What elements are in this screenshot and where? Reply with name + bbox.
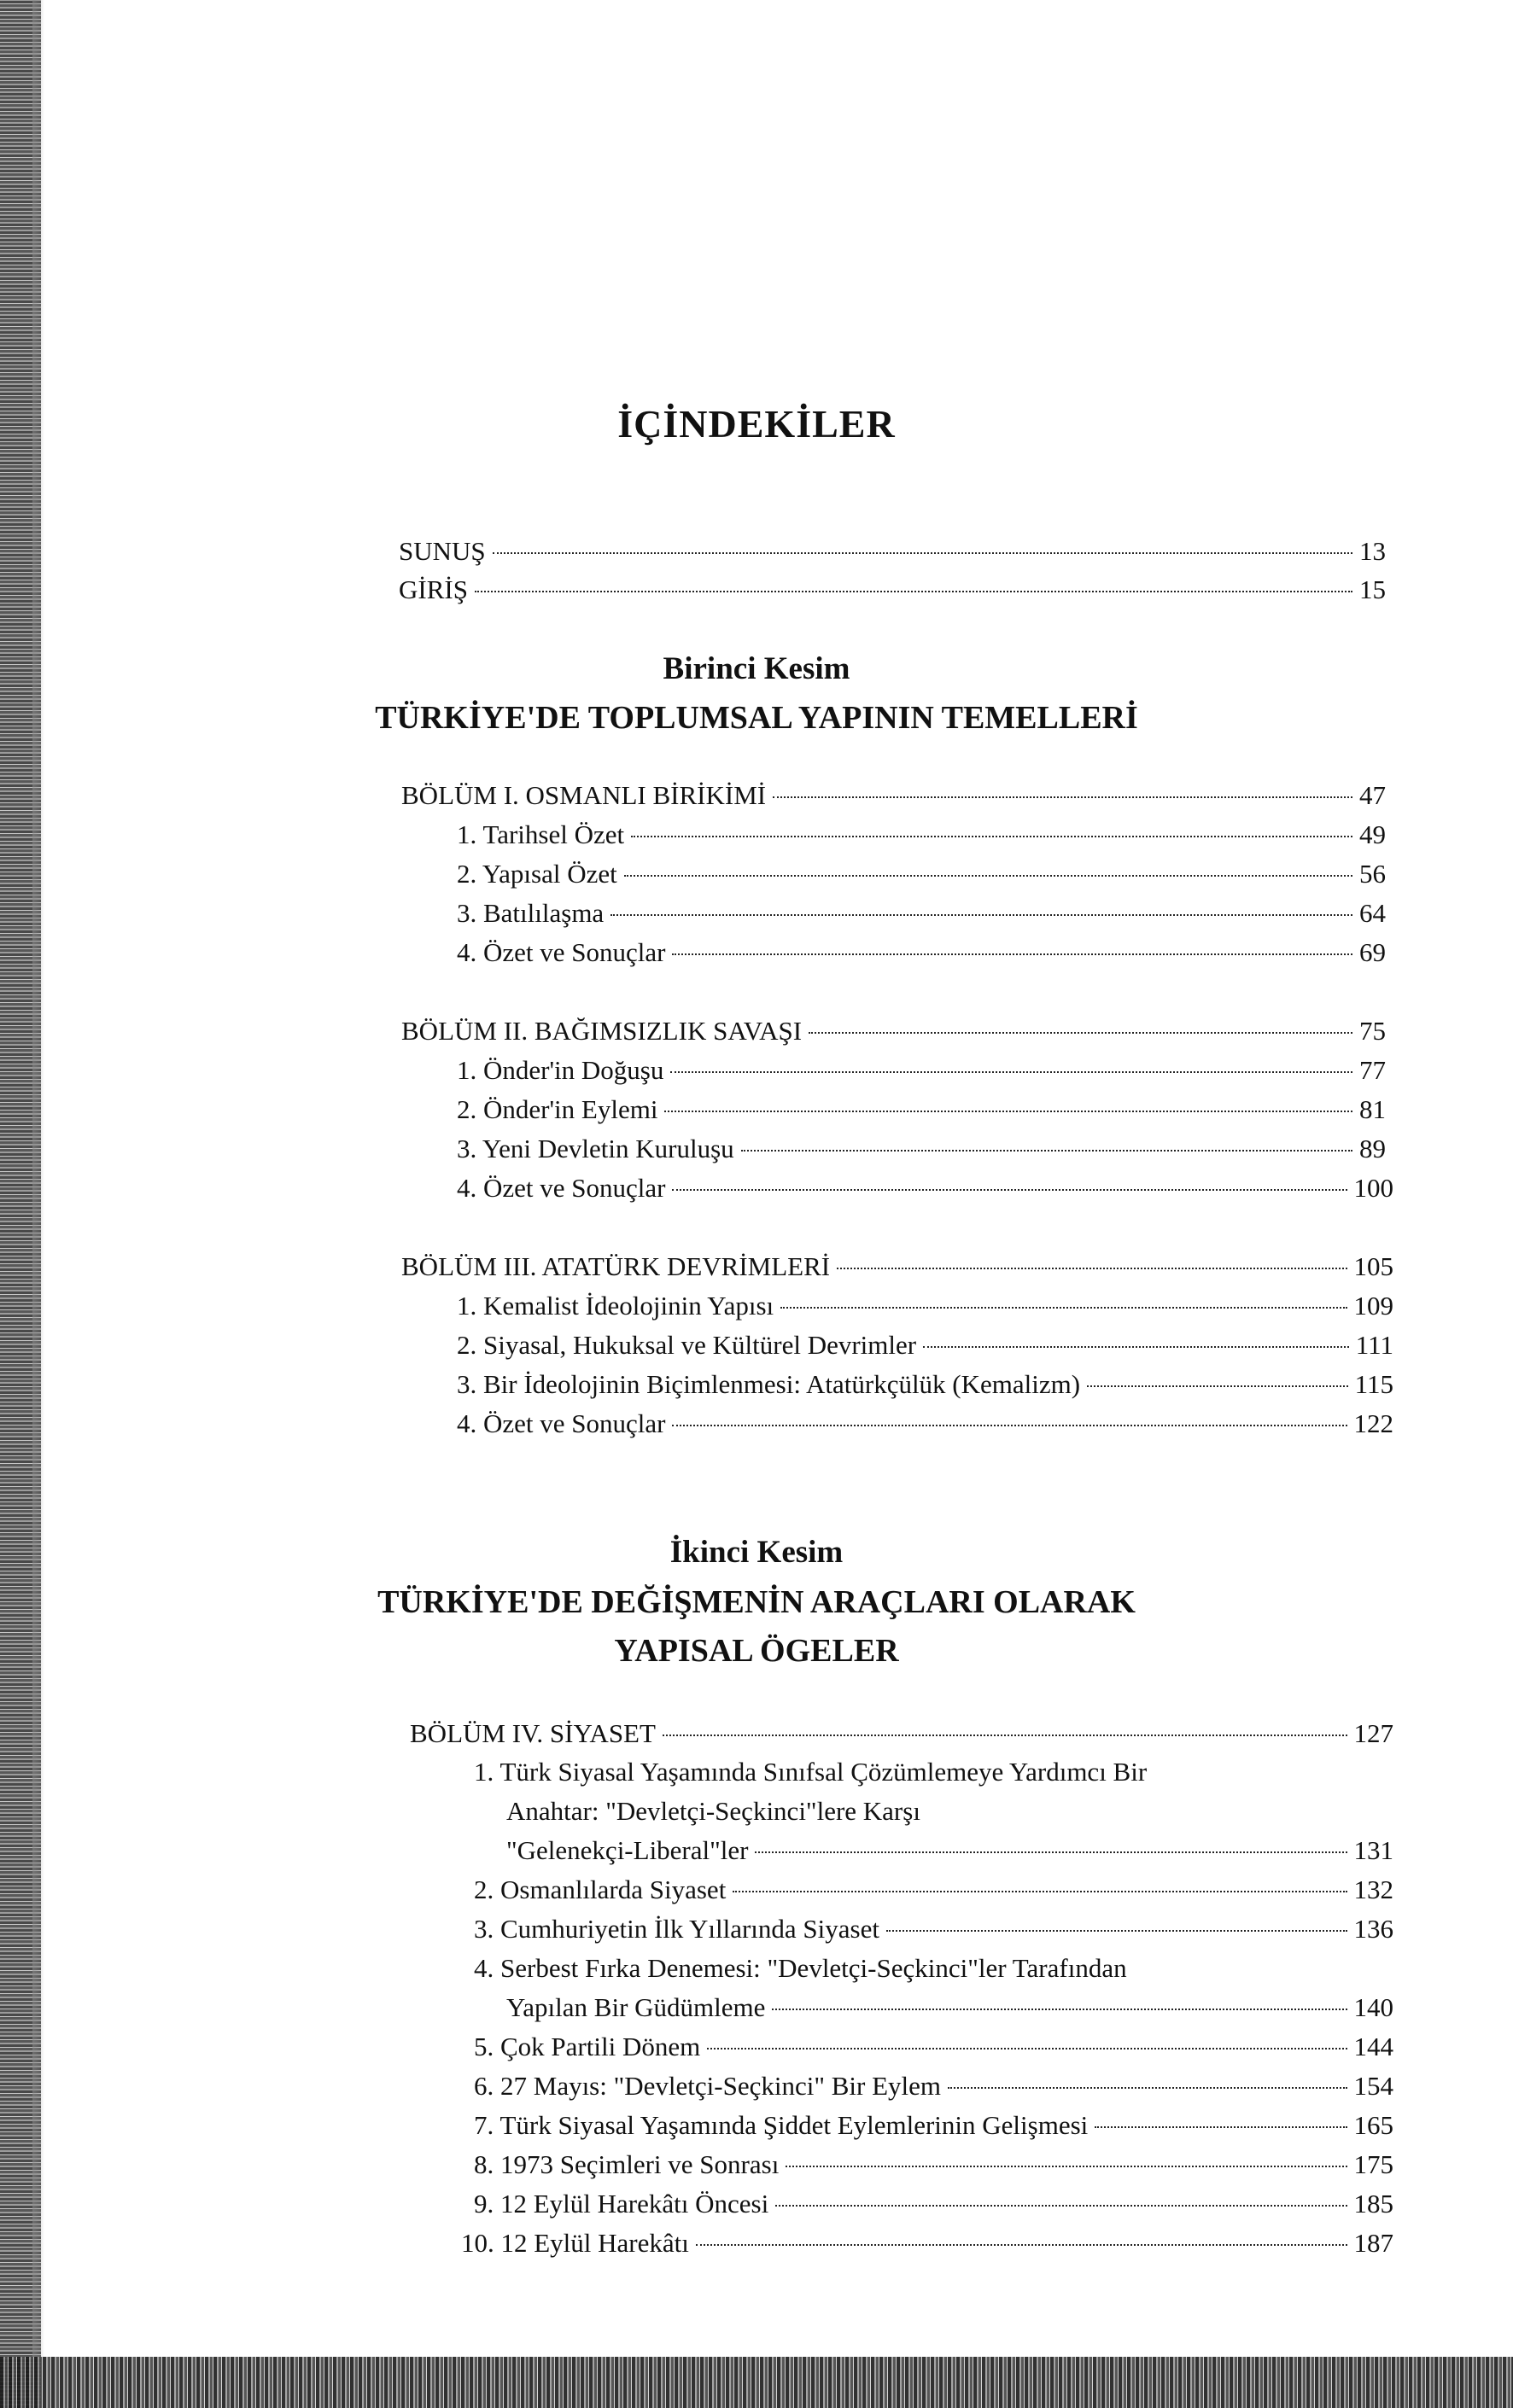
toc-entry[interactable] bbox=[457, 1173, 1393, 1204]
toc-label: 1973 Seçimleri ve Sonrası bbox=[500, 2149, 780, 2179]
scan-shadow-left bbox=[0, 0, 41, 2408]
toc-page: 64 bbox=[1359, 898, 1386, 928]
toc-page: 154 bbox=[1353, 2071, 1393, 2101]
toc-num: 1. bbox=[457, 1291, 477, 1321]
toc-label: Kemalist İdeolojinin Yapısı bbox=[483, 1291, 774, 1321]
toc-entry-line bbox=[506, 1796, 920, 1827]
toc-entry-sunus[interactable] bbox=[399, 536, 1393, 567]
toc-num: 2. bbox=[457, 1330, 477, 1360]
toc-num: 3. bbox=[457, 1369, 477, 1399]
dot-leader bbox=[707, 2048, 1347, 2049]
toc-entry[interactable] bbox=[457, 937, 1393, 968]
dot-leader bbox=[475, 591, 1352, 592]
toc-entry[interactable] bbox=[474, 2149, 1393, 2180]
toc-label: Önder'in Doğuşu bbox=[483, 1055, 664, 1085]
toc-label-cont: "Gelenekçi-Liberal"ler bbox=[506, 1835, 749, 1865]
toc-page: 127 bbox=[1353, 1718, 1393, 1748]
toc-page: 165 bbox=[1353, 2110, 1393, 2140]
toc-num: 1. bbox=[457, 819, 477, 849]
toc-num: 5. bbox=[474, 2032, 494, 2061]
dot-leader bbox=[886, 1930, 1347, 1932]
page-title: İÇİNDEKİLER bbox=[617, 402, 896, 446]
dot-leader bbox=[741, 1150, 1352, 1152]
toc-num: 9. bbox=[474, 2189, 494, 2219]
dot-leader bbox=[809, 1032, 1352, 1034]
toc-label: Batılılaşma bbox=[483, 898, 605, 928]
toc-label-cont: Anahtar: "Devletçi-Seçkinci"lere Karşı bbox=[506, 1796, 920, 1826]
toc-num: 10. bbox=[461, 2228, 494, 2258]
toc-label: Tarihsel Özet bbox=[482, 819, 625, 849]
toc-label: BÖLÜM II. BAĞIMSIZLIK SAVAŞI bbox=[401, 1016, 803, 1046]
dot-leader bbox=[670, 1071, 1352, 1073]
dot-leader bbox=[663, 1735, 1347, 1736]
toc-num: 1. bbox=[474, 1757, 494, 1787]
chapter-heading[interactable] bbox=[401, 1016, 1393, 1047]
dot-leader bbox=[772, 2009, 1347, 2010]
toc-page: 131 bbox=[1353, 1835, 1393, 1865]
dot-leader bbox=[923, 1346, 1349, 1348]
dot-leader bbox=[664, 1111, 1352, 1112]
dot-leader bbox=[755, 1851, 1347, 1853]
dot-leader bbox=[672, 1189, 1347, 1191]
toc-page: 81 bbox=[1359, 1094, 1386, 1124]
toc-num: 2. bbox=[457, 859, 477, 889]
toc-page: 136 bbox=[1353, 1914, 1393, 1944]
toc-page: 187 bbox=[1353, 2228, 1393, 2258]
toc-page: 111 bbox=[1355, 1330, 1393, 1360]
toc-label: GİRİŞ bbox=[399, 574, 468, 604]
toc-entry[interactable] bbox=[474, 2071, 1393, 2102]
toc-num: 2. bbox=[474, 1875, 494, 1904]
dot-leader bbox=[624, 875, 1352, 877]
toc-page: 13 bbox=[1359, 536, 1386, 566]
chapter-heading[interactable] bbox=[410, 1718, 1393, 1749]
toc-label: Çok Partili Dönem bbox=[500, 2032, 701, 2061]
dot-leader bbox=[1087, 1385, 1348, 1387]
toc-page: 185 bbox=[1353, 2189, 1393, 2219]
part-title: TÜRKİYE'DE DEĞİŞMENİN ARAÇLARI OLARAK bbox=[377, 1584, 1136, 1620]
toc-entry-giris[interactable] bbox=[399, 574, 1393, 605]
toc-label: 12 Eylül Harekâtı Öncesi bbox=[500, 2189, 769, 2219]
toc-label: Türk Siyasal Yaşamında Sınıfsal Çözümlemeye Yardımcı Bir bbox=[499, 1757, 1148, 1787]
toc-page: 105 bbox=[1353, 1251, 1393, 1281]
toc-num: 4. bbox=[457, 937, 477, 967]
dot-leader bbox=[672, 953, 1352, 955]
toc-entry[interactable] bbox=[457, 1094, 1393, 1125]
toc-entry[interactable] bbox=[461, 2228, 1393, 2259]
toc-page: 69 bbox=[1359, 937, 1386, 967]
toc-entry[interactable] bbox=[474, 2110, 1393, 2141]
toc-label: Özet ve Sonuçlar bbox=[483, 1408, 666, 1438]
toc-entry[interactable] bbox=[457, 1330, 1393, 1361]
dot-leader bbox=[631, 836, 1352, 837]
chapter-heading[interactable] bbox=[401, 780, 1393, 811]
toc-entry[interactable] bbox=[457, 1055, 1393, 1086]
toc-page: 15 bbox=[1359, 574, 1386, 604]
dot-leader bbox=[1095, 2126, 1347, 2128]
toc-num: 8. bbox=[474, 2149, 494, 2179]
toc-entry[interactable] bbox=[474, 1875, 1393, 1905]
dot-leader bbox=[948, 2087, 1347, 2089]
toc-label: BÖLÜM I. OSMANLI BİRİKİMİ bbox=[401, 780, 767, 810]
toc-page: 115 bbox=[1354, 1369, 1393, 1399]
toc-entry-line[interactable] bbox=[474, 1757, 1147, 1787]
toc-entry[interactable] bbox=[457, 1369, 1393, 1400]
toc-num: 6. bbox=[474, 2071, 494, 2101]
dot-leader bbox=[733, 1891, 1347, 1892]
dot-leader bbox=[493, 552, 1352, 554]
dot-leader bbox=[837, 1268, 1347, 1269]
toc-label: Yeni Devletin Kuruluşu bbox=[482, 1134, 734, 1163]
toc-page: 77 bbox=[1359, 1055, 1386, 1085]
toc-page: 75 bbox=[1359, 1016, 1386, 1046]
toc-entry[interactable] bbox=[474, 2189, 1393, 2219]
toc-num: 3. bbox=[457, 898, 477, 928]
dot-leader bbox=[780, 1307, 1347, 1309]
toc-num: 1. bbox=[457, 1055, 477, 1085]
dot-leader bbox=[696, 2244, 1347, 2246]
toc-page: 144 bbox=[1353, 2032, 1393, 2061]
toc-label: Türk Siyasal Yaşamında Şiddet Eylemlerinin Gelişmesi bbox=[499, 2110, 1089, 2140]
toc-label: Önder'in Eylemi bbox=[483, 1094, 658, 1124]
toc-entry[interactable] bbox=[457, 1291, 1393, 1321]
toc-label: SUNUŞ bbox=[399, 536, 486, 566]
toc-entry-line[interactable] bbox=[474, 1953, 1127, 1984]
toc-page: 109 bbox=[1353, 1291, 1393, 1321]
part-title-line2: YAPISAL ÖGELER bbox=[614, 1633, 899, 1669]
toc-entry[interactable] bbox=[457, 819, 1393, 850]
toc-label: Osmanlılarda Siyaset bbox=[500, 1875, 727, 1904]
toc-label-cont: Yapılan Bir Güdümleme bbox=[506, 1992, 766, 2022]
toc-page: 49 bbox=[1359, 819, 1386, 849]
toc-page: 175 bbox=[1353, 2149, 1393, 2179]
toc-entry[interactable] bbox=[457, 898, 1393, 929]
toc-num: 4. bbox=[457, 1408, 477, 1438]
toc-entry[interactable] bbox=[474, 1914, 1393, 1944]
part-label: İkinci Kesim bbox=[669, 1535, 844, 1570]
dot-leader bbox=[786, 2166, 1347, 2167]
scan-shadow-bottom bbox=[0, 2357, 1513, 2408]
toc-num: 7. bbox=[474, 2110, 494, 2140]
dot-leader bbox=[672, 1425, 1347, 1426]
toc-label: Özet ve Sonuçlar bbox=[483, 937, 666, 967]
toc-num: 3. bbox=[474, 1914, 494, 1944]
part-title: TÜRKİYE'DE TOPLUMSAL YAPININ TEMELLERİ bbox=[375, 700, 1138, 736]
toc-entry[interactable] bbox=[506, 1992, 1393, 2023]
toc-page: 140 bbox=[1353, 1992, 1393, 2022]
toc-entry[interactable] bbox=[457, 1134, 1393, 1164]
toc-num: 4. bbox=[474, 1953, 494, 1983]
toc-label: Cumhuriyetin İlk Yıllarında Siyaset bbox=[500, 1914, 879, 1944]
toc-num: 4. bbox=[457, 1173, 477, 1203]
toc-label: 12 Eylül Harekâtı bbox=[500, 2228, 689, 2258]
toc-page: 122 bbox=[1353, 1408, 1393, 1438]
toc-label: 27 Mayıs: "Devletçi-Seçkinci" Bir Eylem bbox=[500, 2071, 942, 2101]
toc-page: 100 bbox=[1353, 1173, 1393, 1203]
part-label: Birinci Kesim bbox=[663, 651, 850, 686]
toc-num: 3. bbox=[457, 1134, 477, 1163]
toc-label: Siyasal, Hukuksal ve Kültürel Devrimler bbox=[483, 1330, 917, 1360]
dot-leader bbox=[773, 796, 1352, 798]
toc-entry[interactable] bbox=[457, 859, 1393, 889]
toc-label: Serbest Fırka Denemesi: "Devletçi-Seçkinci"ler Tarafından bbox=[500, 1953, 1127, 1983]
chapter-heading[interactable] bbox=[401, 1251, 1393, 1282]
toc-label: Yapısal Özet bbox=[482, 859, 617, 889]
toc-label: Özet ve Sonuçlar bbox=[483, 1173, 666, 1203]
toc-label: BÖLÜM III. ATATÜRK DEVRİMLERİ bbox=[401, 1251, 831, 1281]
toc-entry[interactable] bbox=[506, 1835, 1393, 1866]
dot-leader bbox=[610, 914, 1352, 916]
toc-entry[interactable] bbox=[474, 2032, 1393, 2062]
toc-page: 56 bbox=[1359, 859, 1386, 889]
toc-entry[interactable] bbox=[457, 1408, 1393, 1439]
toc-num: 2. bbox=[457, 1094, 477, 1124]
toc-label: Bir İdeolojinin Biçimlenmesi: Atatürkçülük (Kemalizm) bbox=[483, 1369, 1081, 1399]
toc-page: 47 bbox=[1359, 780, 1386, 810]
toc-page: 132 bbox=[1353, 1875, 1393, 1904]
toc-label: BÖLÜM IV. SİYASET bbox=[410, 1718, 656, 1748]
dot-leader bbox=[775, 2205, 1347, 2207]
toc-page: 89 bbox=[1359, 1134, 1386, 1163]
